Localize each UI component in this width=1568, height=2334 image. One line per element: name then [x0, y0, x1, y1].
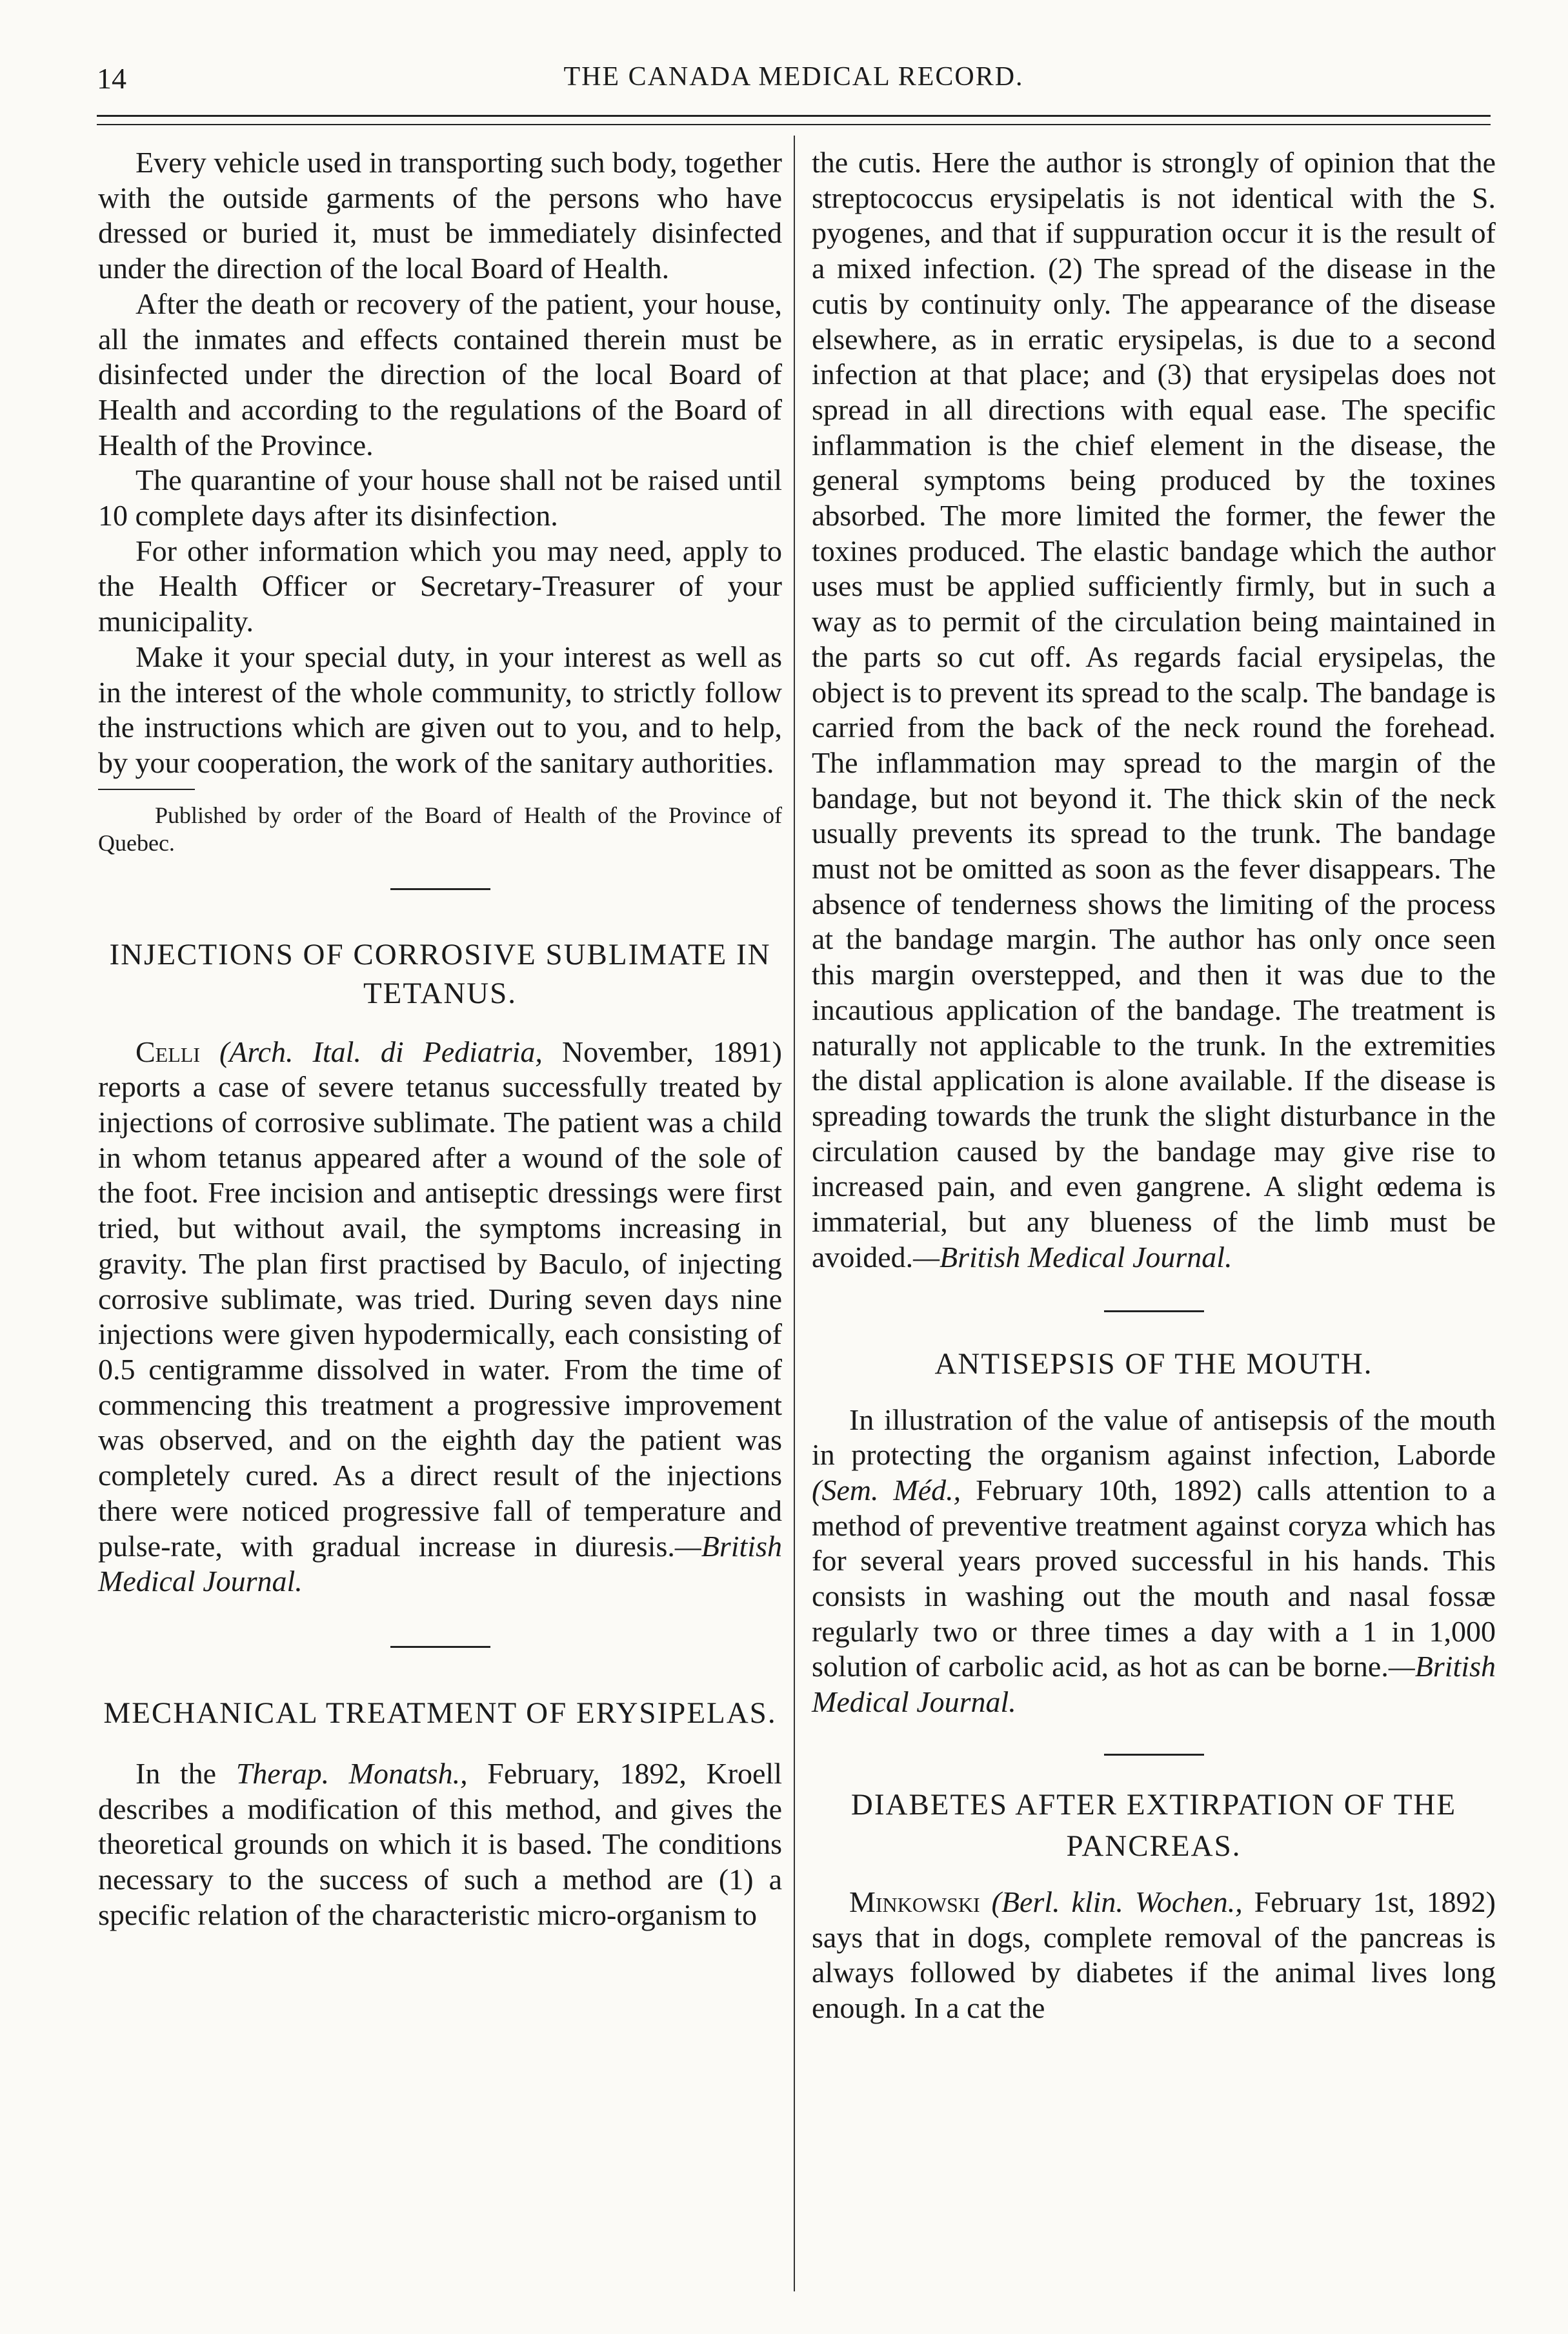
citation: Therap. Monatsh.,: [236, 1756, 468, 1790]
section-separator: [1104, 1310, 1204, 1312]
article-title-erysipelas: MECHANICAL TREATMENT OF ERYSIPELAS.: [103, 1696, 777, 1730]
short-rule: [98, 789, 195, 790]
running-title: THE CANADA MEDICAL RECORD.: [563, 62, 1024, 92]
page-number: 14: [97, 62, 126, 95]
citation: (Berl. klin. Wochen.,: [991, 1885, 1243, 1918]
body-lead: In the: [136, 1756, 236, 1790]
section-separator: [1104, 1754, 1204, 1756]
author-name: Minkowski: [849, 1885, 980, 1918]
paragraph: Make it your special duty, in your interest as well as in the interest of the whole community, to strictly follow the instructions which are given out to you, and to help, by your cooperation, the work of the sanitary authorities.: [98, 640, 782, 779]
body-text: February 10th, 1892) calls attention to a method of preventive treatment against coryza which has for several years proved successful in his hands. This consists in washing out the mouth and nasal fossæ regularly two or three times a day with a 1 in 1,000 solution of carbolic acid, as hot as can be borne.: [812, 1473, 1496, 1683]
source-credit: —British Medical Journal.: [98, 1529, 782, 1598]
body-text: February, 1892, Kroell describes a modification of this method, and gives the theoretical grounds on which it is based. The conditions necessary to the success of such a method are (1) a specific relation of the characteristic micro-organism to: [98, 1756, 782, 1931]
article-title-tetanus: INJECTIONS OF CORROSIVE SUBLIMATE IN TETANUS.: [109, 937, 771, 1010]
section-separator: [390, 888, 490, 890]
body-text: the cutis. Here the author is strongly of opinion that the streptococcus erysipelatis is not identical with the S. pyogenes, and that if suppuration occur it is the result of a mixed infection. (2) The spread of the disease in the cutis by continuity only. The appearance of the disease elsewhere, as in erratic erysipelas, is due to a second infection at that place; and (3) that erysipelas does not spread in all directions with equal ease. The specific inflammation is the chief element in the disease, the general symptoms being produced by the toxines absorbed. The more limited the former, the fewer the toxines produced. The elastic bandage which the author uses must be applied sufficiently firmly, but in such a way as to permit of the circulation being maintained in the parts so cut off. As regards facial erysipelas, the object is to prevent its spread to the scalp. The bandage is carried from the back of the neck round the forehead. The inflammation may spread to the margin of the bandage, but not beyond it. The thick skin of the neck usually prevents its spread to the trunk. The bandage must not be omitted as soon as the fever disappears. The absence of tenderness shows the limiting of the process at the bandage margin. The author has only once seen this margin overstepped, and then it was due to the incautious application of the bandage. The treatment is naturally not applicable to the trunk. In the extremities the distal application is alone available. If the disease is spreading towards the trunk the slight disturbance in the circulation caused by the bandage may give rise to increased pain, and even gangrene. A slight œdema is immaterial, but any blueness of the limb must be avoided.: [812, 146, 1496, 1274]
source-credit: —British Medical Journal.: [913, 1240, 1232, 1274]
paragraph: Every vehicle used in transporting such body, together with the outside garments of the persons who have dressed or buried it, must be immediately disinfected under the direction of the local Board of Health.: [98, 146, 782, 285]
article-body-erysipelas: [98, 1756, 782, 1933]
column-divider: [794, 136, 795, 2291]
article-body-diabetes: [812, 1885, 1496, 2026]
article-title-mouth: ANTISEPSIS OF THE MOUTH.: [934, 1346, 1373, 1381]
paragraph: The quarantine of your house shall not be raised until 10 complete days after its disinfection.: [98, 463, 782, 533]
section-separator: [390, 1646, 490, 1648]
author-name: Celli: [136, 1035, 200, 1068]
article-body-tetanus: [98, 1035, 782, 1599]
header-rule: [97, 115, 1491, 117]
paragraph: After the death or recovery of the patient, your house, all the inmates and effects contained therein must be disinfected under the direction of the local Board of Health and according to the regulations of the Board of Health of the Province.: [98, 287, 782, 462]
publication-credit: Published by order of the Board of Health of the Province of Quebec.: [98, 802, 782, 856]
header-rule-double: [97, 124, 1491, 125]
citation: (Arch. Ital. di Pediatria,: [219, 1035, 543, 1068]
paragraph: For other information which you may need, apply to the Health Officer or Secretary-Treasurer of your municipality.: [98, 534, 782, 638]
page-header: [97, 61, 1491, 107]
article-title-diabetes: DIABETES AFTER EXTIRPATION OF THE PANCREAS.: [850, 1787, 1457, 1863]
body-lead: In illustration of the value of antisepsis of the mouth in protecting the organism against infection, Laborde: [812, 1403, 1496, 1472]
left-column: [98, 145, 782, 1933]
right-column: [812, 145, 1496, 2026]
article-continuation-erysipelas: [812, 145, 1496, 1275]
body-text: February 1st, 1892) says that in dogs, complete removal of the pancreas is always followed by diabetes if the animal lives long enough. In a cat the: [812, 1885, 1496, 2024]
article-body-mouth: [812, 1403, 1496, 1720]
citation: (Sem. Méd.,: [812, 1473, 961, 1507]
body-text: November, 1891) reports a case of severe tetanus successfully treated by injections of corrosive sublimate. The patient was a child in whom tetanus appeared after a wound of the sole of the foot. Free incision and antiseptic dressings were first tried, but without avail, the symptoms increasing in gravity. The plan first practised by Baculo, of injecting corrosive sublimate, was tried. During seven days nine injections were given hypodermically, each consisting of 0.5 centigramme dissolved in water. From the time of commencing this treatment a progressive improvement was observed, and on the eighth day the patient was completely cured. As a direct result of the injections there were noticed progressive fall of temperature and pulse-rate, with gradual increase in diuresis.: [98, 1035, 782, 1563]
source-credit: —British Medical Journal.: [812, 1650, 1496, 1719]
